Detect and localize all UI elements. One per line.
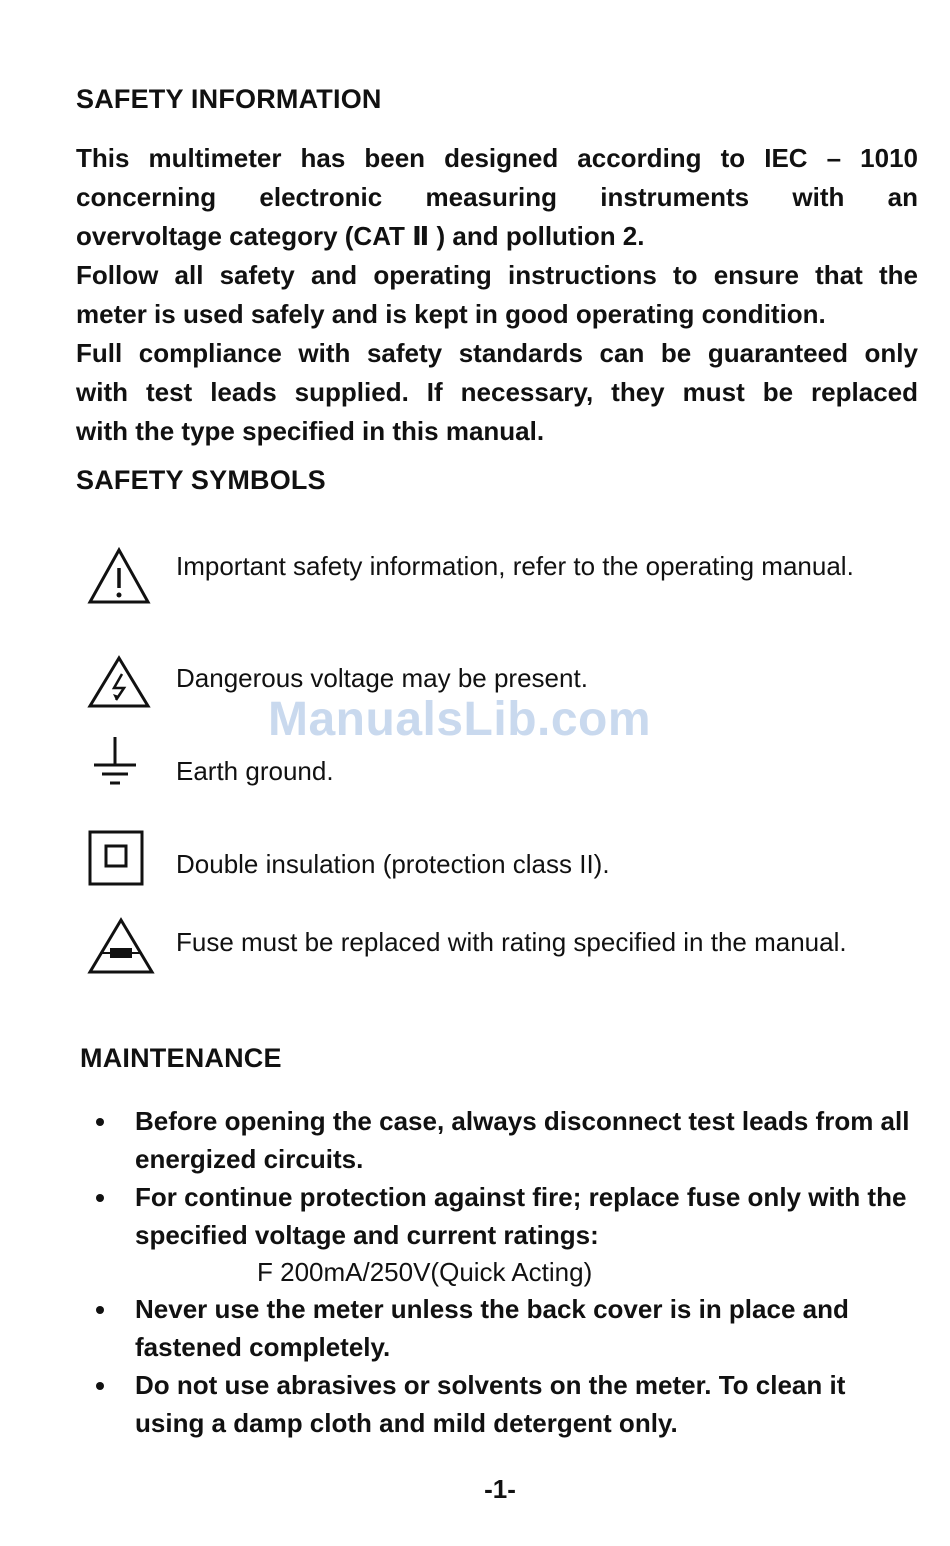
paragraph-line: meter is used safely and is kept in good operating condition. <box>76 299 826 329</box>
list-item-text: For continue protection against fire; replace fuse only with the specified voltage and current ratings: <box>135 1182 907 1250</box>
paragraph-line: Full compliance with safety standards can be guaranteed only <box>76 338 918 368</box>
safety-information-paragraph <box>76 139 918 451</box>
paragraph-line: This multimeter has been designed according to IEC – 1010 <box>76 143 918 173</box>
symbol-description: Dangerous voltage may be present. <box>176 663 588 693</box>
symbol-description: Double insulation (protection class II). <box>176 849 610 879</box>
list-item <box>88 1366 918 1442</box>
bullet-icon <box>96 1306 104 1314</box>
fuse-rating: F 200mA/250V(Quick Acting) <box>257 1257 593 1287</box>
paragraph-line: with the type specified in this manual. <box>76 416 545 446</box>
maintenance-list <box>88 1102 918 1442</box>
paragraph-line: with test leads supplied. If necessary, they must be replaced <box>76 377 918 407</box>
high-voltage-icon <box>86 654 152 710</box>
paragraph-line: Follow all safety and operating instructions to ensure that the <box>76 260 918 290</box>
symbol-row-earth-ground <box>86 747 886 807</box>
bullet-icon <box>96 1382 104 1390</box>
double-insulation-icon <box>88 830 144 886</box>
safety-symbols-heading: SAFETY SYMBOLS <box>76 465 326 495</box>
bullet-icon <box>96 1194 104 1202</box>
list-item-text: Do not use abrasives or solvents on the meter. To clean it using a damp cloth and mild detergent only. <box>135 1370 846 1438</box>
symbol-description: Important safety information, refer to the operating manual. <box>176 551 854 581</box>
list-item-text: Before opening the case, always disconnect test leads from all energized circuits. <box>135 1106 910 1174</box>
paragraph-line: overvoltage category (CAT Ⅱ ) and pollution 2. <box>76 221 645 251</box>
earth-ground-icon <box>90 733 140 797</box>
list-item-text: Never use the meter unless the back cover is in place and fastened completely. <box>135 1294 849 1362</box>
bullet-icon <box>96 1118 104 1126</box>
paragraph-line: concerning electronic measuring instruments with an <box>76 182 918 212</box>
page-number: -1- <box>484 1474 516 1504</box>
symbol-row-fuse <box>86 918 886 1018</box>
symbol-row-double-insulation <box>86 840 886 900</box>
symbol-row-warning <box>86 542 886 642</box>
list-item <box>88 1102 918 1178</box>
fuse-icon <box>86 916 156 976</box>
symbol-description: Fuse must be replaced with rating specified in the manual. <box>176 927 847 957</box>
list-item <box>88 1178 918 1290</box>
maintenance-heading: MAINTENANCE <box>80 1043 282 1073</box>
safety-information-heading: SAFETY INFORMATION <box>76 84 382 114</box>
symbol-description: Earth ground. <box>176 756 334 786</box>
list-item <box>88 1290 918 1366</box>
watermark: ManualsLib.com <box>268 693 652 746</box>
warning-triangle-icon <box>86 546 152 606</box>
